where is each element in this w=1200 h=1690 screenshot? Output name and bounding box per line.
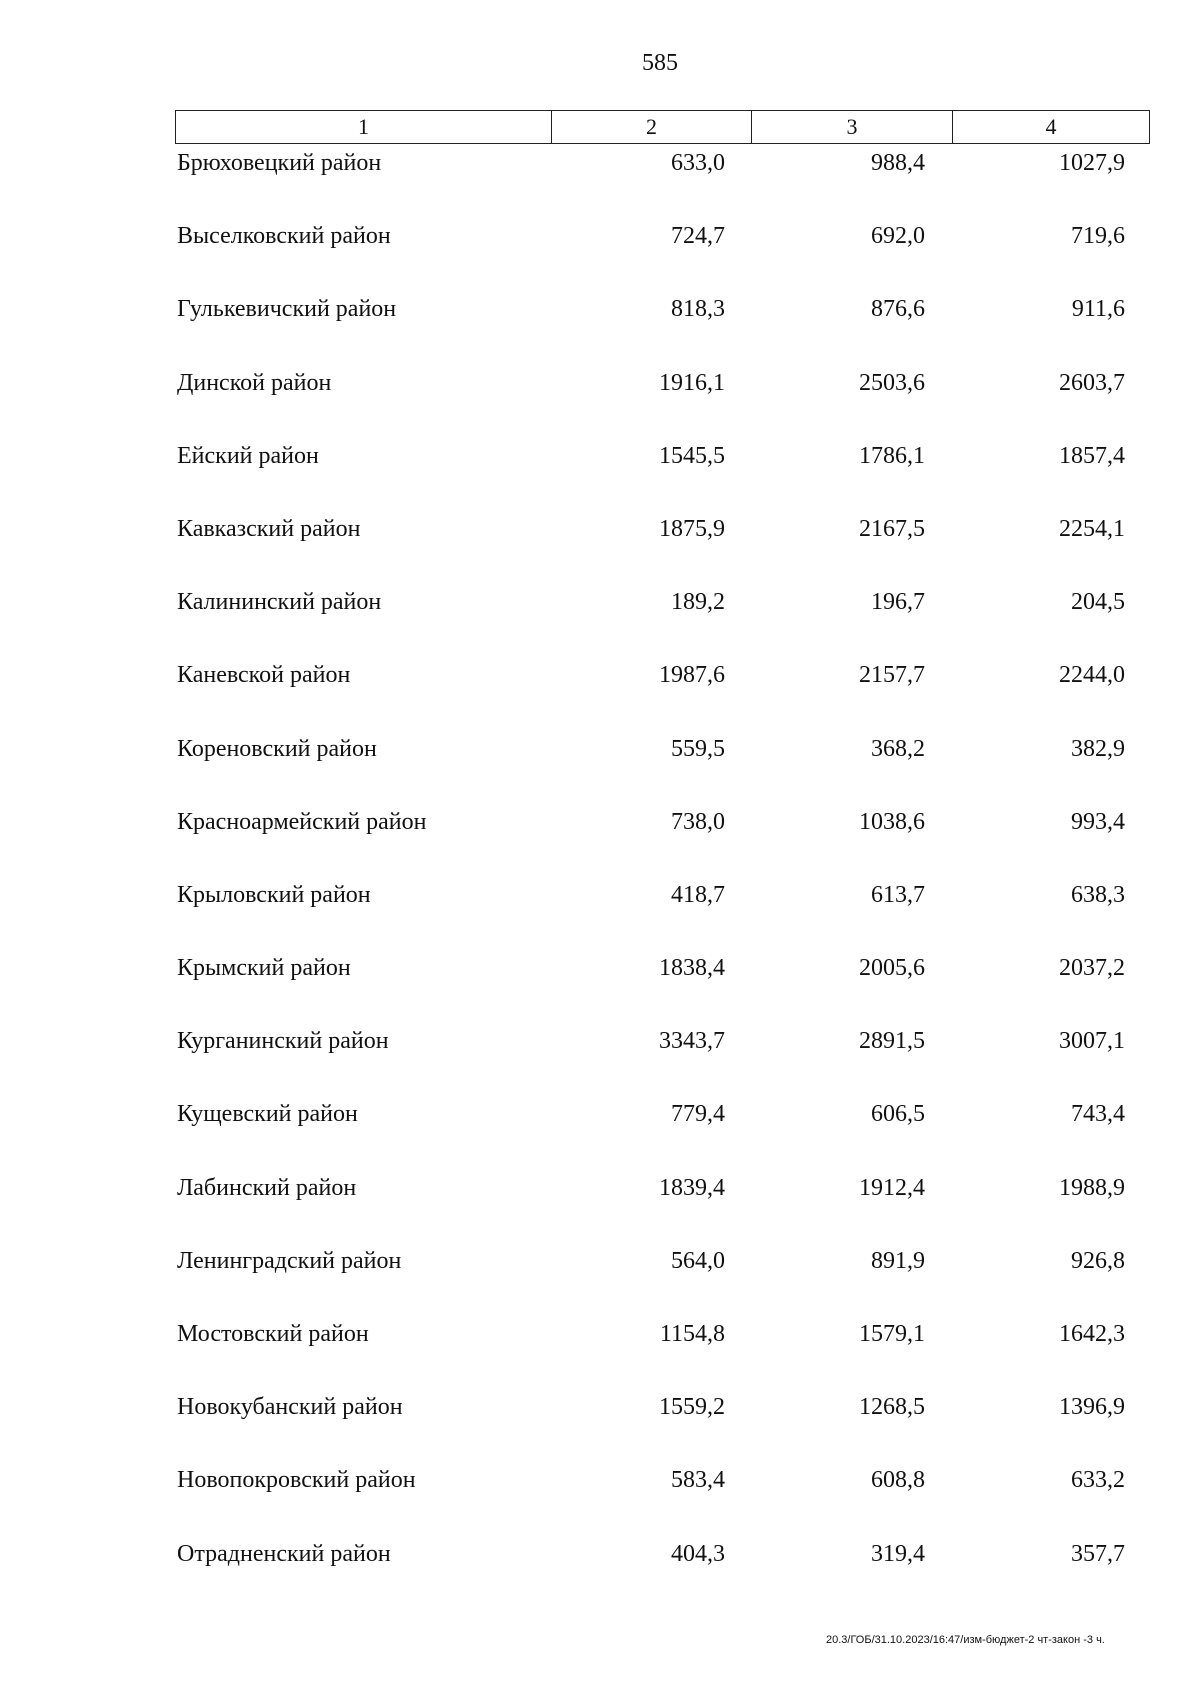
page-number: 585 — [642, 50, 678, 76]
table-row — [175, 516, 1155, 589]
district-name: Крымский район — [177, 955, 351, 982]
district-name: Новопокровский район — [177, 1467, 416, 1494]
value-col-4: 2603,7 — [1059, 369, 1125, 396]
district-name: Брюховецкий район — [177, 150, 382, 176]
value-col-3: 606,5 — [871, 1101, 925, 1128]
value-col-3: 1579,1 — [859, 1321, 925, 1347]
value-col-3: 2005,6 — [859, 955, 925, 982]
value-col-3: 368,2 — [871, 735, 925, 762]
value-col-4: 204,5 — [1071, 589, 1125, 616]
header-cell-3: 3 — [752, 111, 953, 143]
table-row — [175, 370, 1155, 443]
value-col-4: 357,7 — [1071, 1540, 1125, 1567]
value-col-2: 583,4 — [671, 1467, 725, 1494]
district-name: Калининский район — [177, 589, 382, 616]
value-col-4: 638,3 — [1071, 881, 1125, 908]
value-col-4: 911,6 — [1071, 296, 1125, 323]
document-footer-code: 20.3/ГОБ/31.10.2023/16:47/изм-бюджет-2 чт-закон -3 ч. — [826, 1634, 1105, 1646]
value-col-4: 993,4 — [1071, 808, 1125, 835]
district-name: Динской район — [177, 369, 332, 396]
value-col-4: 2244,0 — [1059, 662, 1125, 689]
header-cell-1: 1 — [176, 111, 552, 143]
value-col-3: 2167,5 — [859, 515, 925, 542]
value-col-4: 2037,2 — [1059, 955, 1125, 982]
value-col-4: 1988,9 — [1059, 1174, 1125, 1201]
value-col-4: 743,4 — [1071, 1101, 1125, 1128]
value-col-4: 1027,9 — [1059, 150, 1125, 176]
table-row — [175, 1101, 1155, 1174]
value-col-2: 1839,4 — [659, 1174, 725, 1201]
value-col-4: 719,6 — [1071, 223, 1125, 250]
district-name: Мостовский район — [177, 1321, 369, 1347]
table-row — [175, 150, 1155, 223]
table-row — [175, 589, 1155, 662]
value-col-4: 633,2 — [1071, 1467, 1125, 1494]
table-row — [175, 736, 1155, 809]
value-col-3: 2157,7 — [859, 662, 925, 689]
value-col-2: 404,3 — [671, 1540, 725, 1567]
value-col-2: 1838,4 — [659, 955, 725, 982]
value-col-3: 196,7 — [871, 589, 925, 616]
value-col-3: 2891,5 — [859, 1028, 925, 1055]
value-col-3: 613,7 — [871, 881, 925, 908]
value-col-2: 818,3 — [671, 296, 725, 323]
value-col-3: 876,6 — [871, 296, 925, 323]
value-col-4: 382,9 — [1071, 735, 1125, 762]
value-col-2: 724,7 — [671, 223, 725, 250]
district-name: Каневской район — [177, 662, 351, 689]
table-row — [175, 1321, 1155, 1394]
table-row — [175, 662, 1155, 735]
value-col-2: 738,0 — [671, 808, 725, 835]
table-row — [175, 809, 1155, 882]
value-col-3: 1786,1 — [859, 442, 925, 469]
district-name: Гулькевичский район — [177, 296, 397, 323]
value-col-4: 1396,9 — [1059, 1394, 1125, 1421]
value-col-3: 988,4 — [871, 150, 925, 176]
value-col-4: 926,8 — [1071, 1247, 1125, 1274]
table-row — [175, 1541, 1155, 1614]
table-row — [175, 882, 1155, 955]
value-col-2: 559,5 — [671, 735, 725, 762]
header-cell-2: 2 — [552, 111, 752, 143]
district-name: Курганинский район — [177, 1028, 389, 1055]
district-name: Кавказский район — [177, 515, 361, 542]
district-name: Ленинградский район — [177, 1247, 402, 1274]
table-row — [175, 1467, 1155, 1540]
table-row — [175, 443, 1155, 516]
table-row — [175, 1248, 1155, 1321]
table-row — [175, 1394, 1155, 1467]
district-name: Красноармейский район — [177, 808, 427, 835]
value-col-3: 1038,6 — [859, 808, 925, 835]
district-name: Крыловский район — [177, 881, 371, 908]
value-col-2: 1987,6 — [659, 662, 725, 689]
value-col-2: 1559,2 — [659, 1394, 725, 1421]
value-col-2: 1916,1 — [659, 369, 725, 396]
district-name: Новокубанский район — [177, 1394, 403, 1421]
district-name: Ейский район — [177, 442, 319, 469]
value-col-3: 891,9 — [871, 1247, 925, 1274]
value-col-2: 564,0 — [671, 1247, 725, 1274]
value-col-2: 418,7 — [671, 881, 725, 908]
table-row — [175, 1175, 1155, 1248]
value-col-3: 1268,5 — [859, 1394, 925, 1421]
value-col-2: 1545,5 — [659, 442, 725, 469]
value-col-4: 1642,3 — [1059, 1321, 1125, 1347]
value-col-2: 633,0 — [671, 150, 725, 176]
value-col-2: 189,2 — [671, 589, 725, 616]
table-row — [175, 296, 1155, 369]
value-col-2: 3343,7 — [659, 1028, 725, 1055]
district-name: Выселковский район — [177, 223, 391, 250]
value-col-3: 692,0 — [871, 223, 925, 250]
table-header — [175, 110, 1150, 144]
header-cell-4: 4 — [1045, 114, 1057, 139]
table-row — [175, 1028, 1155, 1101]
value-col-3: 319,4 — [871, 1540, 925, 1567]
district-name: Отрадненский район — [177, 1540, 391, 1567]
table-row — [175, 223, 1155, 296]
value-col-4: 2254,1 — [1059, 515, 1125, 542]
table-body — [175, 150, 1155, 1614]
value-col-2: 779,4 — [671, 1101, 725, 1128]
value-col-2: 1875,9 — [659, 515, 725, 542]
table-row — [175, 955, 1155, 1028]
value-col-3: 1912,4 — [859, 1174, 925, 1201]
district-name: Кущевский район — [177, 1101, 358, 1128]
district-name: Кореновский район — [177, 735, 377, 762]
value-col-4: 3007,1 — [1059, 1028, 1125, 1055]
value-col-4: 1857,4 — [1059, 442, 1125, 469]
value-col-3: 2503,6 — [859, 369, 925, 396]
district-name: Лабинский район — [177, 1174, 357, 1201]
value-col-3: 608,8 — [871, 1467, 925, 1494]
value-col-2: 1154,8 — [659, 1321, 725, 1347]
